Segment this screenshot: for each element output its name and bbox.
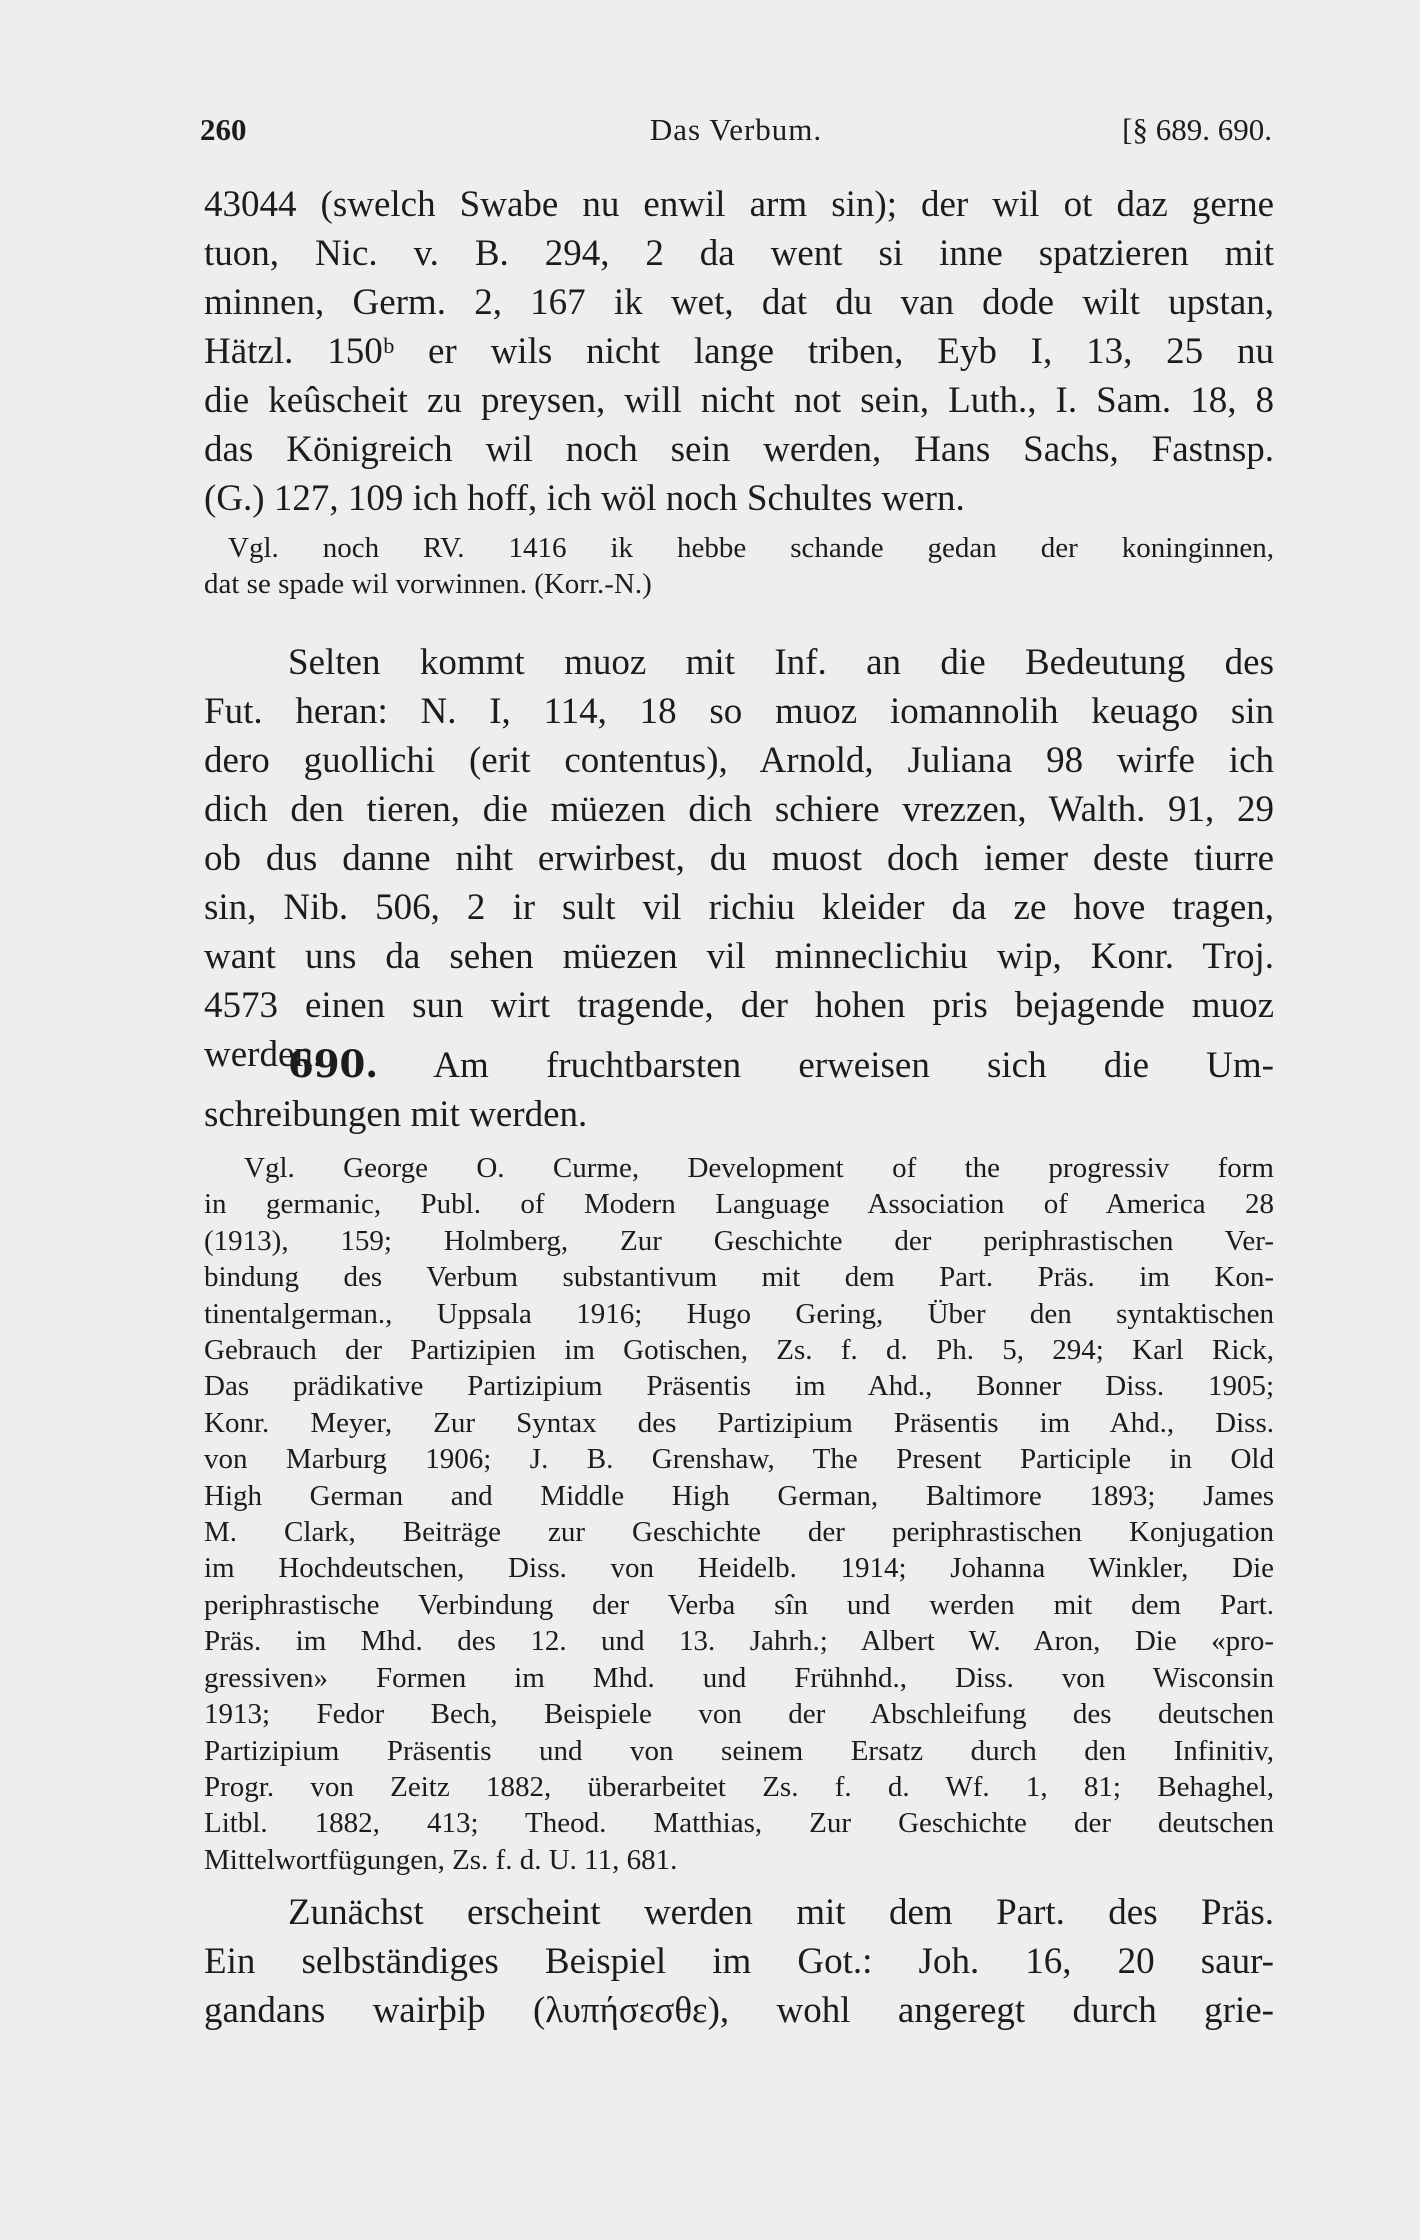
text-line: Fut. heran: N. I, 114, 18 so muoz iomannolih keuago sin bbox=[204, 691, 1274, 732]
paragraph-2 bbox=[204, 638, 1274, 1079]
section-number: 690. bbox=[288, 1042, 379, 1086]
running-header bbox=[200, 112, 1272, 152]
section-text: Am fruchtbarsten erweisen sich die Um- bbox=[433, 1045, 1274, 1086]
text-line: werden. bbox=[204, 1034, 323, 1075]
note-line: bindung des Verbum substantivum mit dem Part. Präs. im Kon- bbox=[204, 1261, 1274, 1294]
note-line: dat se spade wil vorwinnen. (Korr.-N.) bbox=[204, 568, 652, 601]
text-line: tuon, Nic. v. B. 294, 2 da went si inne spatzieren mit bbox=[204, 233, 1274, 274]
note-line: tinentalgerman., Uppsala 1916; Hugo Gering, Über den syntaktischen bbox=[204, 1297, 1274, 1330]
note-line: Vgl. George O. Curme, Development of the progressiv form bbox=[244, 1152, 1274, 1184]
text-line: 4573 einen sun wirt tragende, der hohen pris bejagende muoz bbox=[204, 985, 1274, 1026]
text-line: sin, Nib. 506, 2 ir sult vil richiu kleider da ze hove tragen, bbox=[204, 887, 1274, 928]
text-line: Zunächst erscheint werden mit dem Part. des Präs. bbox=[288, 1892, 1274, 1933]
note-line: Progr. von Zeitz 1882, überarbeitet Zs. f. d. Wf. 1, 81; Behaghel, bbox=[204, 1770, 1274, 1803]
note-line: von Marburg 1906; J. B. Grenshaw, The Present Participle in Old bbox=[204, 1443, 1274, 1476]
text-line: das Königreich wil noch sein werden, Hans Sachs, Fastnsp. bbox=[204, 429, 1274, 470]
note-line: Gebrauch der Partizipien im Gotischen, Zs. f. d. Ph. 5, 294; Karl Rick, bbox=[204, 1334, 1274, 1367]
paragraph-1 bbox=[204, 180, 1274, 523]
text-line: want uns da sehen müezen vil minneclichiu wip, Konr. Troj. bbox=[204, 936, 1274, 977]
text-line: die keûscheit zu preysen, will nicht not sein, Luth., I. Sam. 18, 8 bbox=[204, 380, 1274, 421]
text-line: dich den tieren, die müezen dich schiere vrezzen, Walth. 91, 29 bbox=[204, 789, 1274, 830]
text-line: 43044 (swelch Swabe nu enwil arm sin); der wil ot daz gerne bbox=[204, 184, 1274, 225]
note-line: im Hochdeutschen, Diss. von Heidelb. 1914; Johanna Winkler, Die bbox=[204, 1552, 1274, 1585]
page-number: 260 bbox=[200, 112, 247, 147]
note-1 bbox=[204, 530, 1274, 603]
section-reference: [§ 689. 690. bbox=[1122, 112, 1272, 147]
text-line: schreibungen mit werden. bbox=[204, 1094, 588, 1135]
text-line: Hätzl. 150ᵇ er wils nicht lange triben, Eyb I, 13, 25 nu bbox=[204, 331, 1274, 372]
note-line: Das prädikative Partizipium Präsentis im Ahd., Bonner Diss. 1905; bbox=[204, 1370, 1274, 1403]
note-line: Konr. Meyer, Zur Syntax des Partizipium Präsentis im Ahd., Diss. bbox=[204, 1406, 1274, 1439]
text-line: Selten kommt muoz mit Inf. an die Bedeutung des bbox=[288, 642, 1274, 683]
note-line: Mittelwortfügungen, Zs. f. d. U. 11, 681. bbox=[204, 1843, 678, 1876]
note-line: gressiven» Formen im Mhd. und Frühnhd., Diss. von Wisconsin bbox=[204, 1661, 1274, 1694]
section-first-line bbox=[204, 1040, 1274, 1090]
text-line: dero guollichi (erit contentus), Arnold, Juliana 98 wirfe ich bbox=[204, 740, 1274, 781]
note-line: periphrastische Verbindung der Verba sîn und werden mit dem Part. bbox=[204, 1588, 1274, 1621]
text-line: (G.) 127, 109 ich hoff, ich wöl noch Schultes wern. bbox=[204, 478, 965, 519]
text-line: minnen, Germ. 2, 167 ik wet, dat du van dode wilt upstan, bbox=[204, 282, 1274, 323]
paragraph-3 bbox=[204, 1888, 1274, 2035]
note-line: M. Clark, Beiträge zur Geschichte der periphrastischen Konjugation bbox=[204, 1516, 1274, 1549]
note-line: Präs. im Mhd. des 12. und 13. Jahrh.; Albert W. Aron, Die «pro- bbox=[204, 1625, 1274, 1658]
section-690 bbox=[204, 1040, 1274, 1139]
note-line: in germanic, Publ. of Modern Language Association of America 28 bbox=[204, 1188, 1274, 1221]
text-line: gandans wairþiþ (λυπήσεσθε), wohl angeregt durch grie- bbox=[204, 1990, 1274, 2031]
text-line: Ein selbständiges Beispiel im Got.: Joh. 16, 20 saur- bbox=[204, 1941, 1274, 1982]
text-line: ob dus danne niht erwirbest, du muost doch iemer deste tiurre bbox=[204, 838, 1274, 879]
note-line: Partizipium Präsentis und von seinem Ersatz durch den Infinitiv, bbox=[204, 1734, 1274, 1767]
note-line: (1913), 159; Holmberg, Zur Geschichte der periphrastischen Ver- bbox=[204, 1224, 1274, 1257]
running-title: Das Verbum. bbox=[649, 112, 823, 147]
note-line: Litbl. 1882, 413; Theod. Matthias, Zur Geschichte der deutschen bbox=[204, 1807, 1274, 1840]
note-2-bibliography bbox=[204, 1150, 1274, 1878]
note-line: Vgl. noch RV. 1416 ik hebbe schande gedan der koninginnen, bbox=[228, 532, 1274, 564]
note-line: 1913; Fedor Bech, Beispiele von der Abschleifung des deutschen bbox=[204, 1698, 1274, 1731]
note-line: High German and Middle High German, Baltimore 1893; James bbox=[204, 1479, 1274, 1512]
